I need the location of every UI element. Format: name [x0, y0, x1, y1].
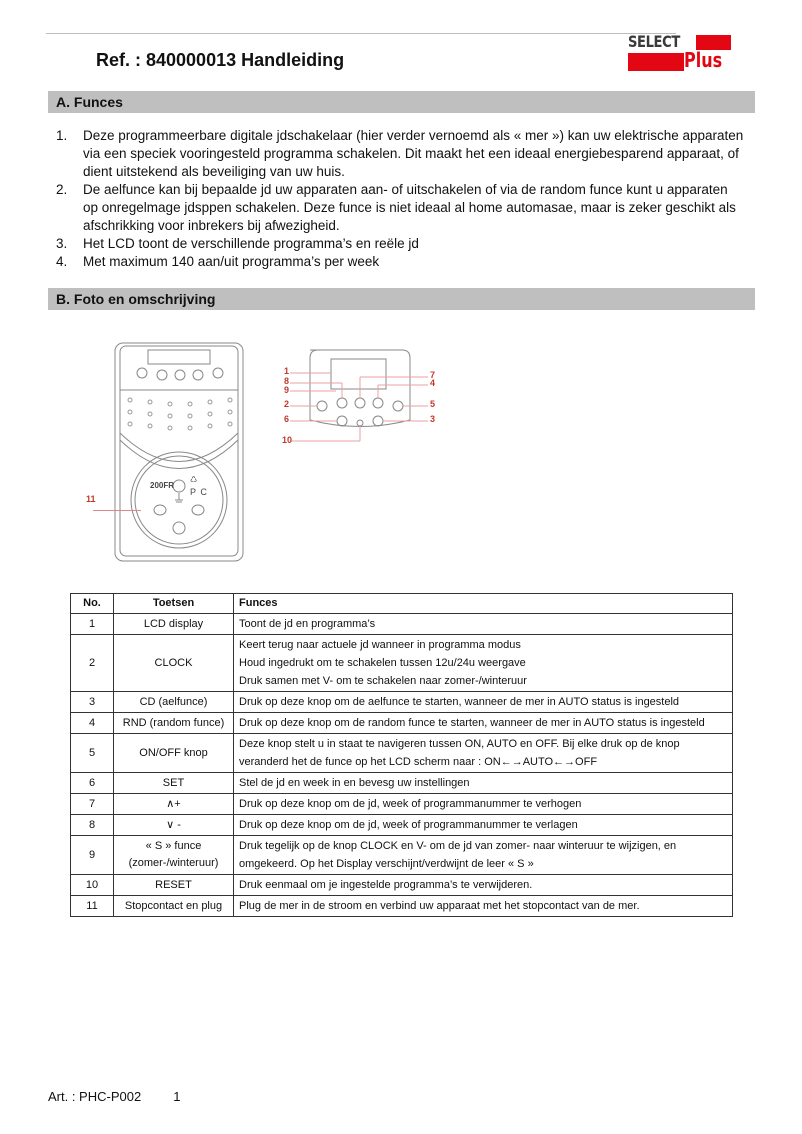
list-item: 1. Deze programmeerbare digitale jdschakelaar (hier verder vernoemd als « mer ») kan uw elektrische apparaten via een speciek vooringesteld programma schakelen. Dit maakt het een ideaal energiebesparend apparaat, of dient uitstekend als beveiliging van uw huis.	[56, 128, 744, 179]
callout-11: 11	[86, 494, 96, 504]
page-footer	[48, 1089, 180, 1104]
callout-5: 5	[430, 399, 436, 409]
callout-line-11	[93, 510, 141, 511]
select-plus-logo	[628, 33, 732, 75]
callout-3: 3	[430, 414, 436, 424]
control-panel-illustration	[270, 345, 450, 445]
keys-table	[70, 593, 733, 917]
table-row: 5 ON/OFF knop Deze knop stelt u in staat te navigeren tussen ON, AUTO en OFF. Bij elke druk op de knop veranderd het de funce op het LCD scherm naar : ON←→AUTO←→OFF	[71, 734, 733, 773]
table-row: 3 CD (aelfunce) Druk op deze knop om de aelfunce te starten, wanneer de mer in AUTO status is ingesteld	[71, 692, 733, 713]
device-front-illustration	[112, 340, 247, 565]
callout-1: 1	[284, 366, 290, 376]
pc-label: P C	[190, 487, 208, 497]
logo-red-block-bottom	[628, 53, 684, 71]
callout-4: 4	[430, 378, 436, 388]
column-header-toetsen: Toetsen	[114, 594, 234, 614]
table-row: 7 ∧+ Druk op deze knop om de jd, week of programmanummer te verhogen	[71, 794, 733, 815]
document-title: Ref. : 840000013 Handleiding	[96, 50, 345, 70]
callout-10: 10	[282, 435, 293, 445]
section-b-heading: B. Foto en omschrijving	[48, 288, 755, 310]
table-row: 8 ∨ - Druk op deze knop om de jd, week of programmanummer te verlagen	[71, 815, 733, 836]
table-row: 9 « S » funce (zomer-/winteruur) Druk tegelijk op de knop CLOCK en V- om de jd van zomer- naar winteruur te wijzigen, en omgekeerd. Op het Display verschijnt/verdwijnt de leer « S »	[71, 836, 733, 875]
callout-8: 8	[284, 376, 290, 386]
section-a-heading: A. Funces	[48, 91, 755, 113]
recycle-icon: ♺	[190, 475, 198, 484]
callout-9: 9	[284, 385, 290, 395]
logo-word-plus: Plus	[684, 48, 723, 72]
table-row: 6 SET Stel de jd en week in en bevesg uw instellingen	[71, 773, 733, 794]
article-number: Art. : PHC-P002	[48, 1089, 142, 1104]
callout-2: 2	[284, 399, 290, 409]
header-rule	[46, 33, 676, 34]
logo-word-select: SELECT	[628, 32, 680, 51]
list-item: 3. Het LCD toont de verschillende programma’s en reële jd	[56, 236, 419, 251]
table-row: 11 Stopcontact en plug Plug de mer in de stroom en verbind uw apparaat met het stopcontact van de mer.	[71, 896, 733, 917]
table-row: 1 LCD display Toont de jd en programma’s	[71, 614, 733, 635]
socket-label: 200FR	[150, 481, 175, 490]
callout-6: 6	[284, 414, 290, 424]
column-header-funces: Funces	[234, 594, 733, 614]
list-item: 4. Met maximum 140 aan/uit programma’s per week	[56, 254, 380, 269]
list-item: 2. De aelfunce kan bij bepaalde jd uw apparaten aan- of uitschakelen of via de random funce kunt u apparaten op onregelmage jdsppen schakelen. Deze funce is niet ideaal al home automasae, maar is zeker geschikt als afschrikking voor inbrekers bij afwezigheid.	[56, 182, 736, 233]
column-header-no: No.	[71, 594, 114, 614]
table-row: 10 RESET Druk eenmaal om je ingestelde programma’s te verwijderen.	[71, 875, 733, 896]
callout-7: 7	[430, 370, 436, 380]
page-number: 1	[173, 1089, 181, 1104]
table-row: 4 RND (random funce) Druk op deze knop om de random funce te starten, wanneer de mer in AUTO status is ingesteld	[71, 713, 733, 734]
table-row: 2 CLOCK Keert terug naar actuele jd wanneer in programma modus Houd ingedrukt om te schakelen tussen 12u/24u weergave Druk samen met V- om te schakelen naar zomer-/winteruur	[71, 635, 733, 692]
functions-list	[56, 127, 746, 271]
table-header-row	[71, 594, 733, 614]
